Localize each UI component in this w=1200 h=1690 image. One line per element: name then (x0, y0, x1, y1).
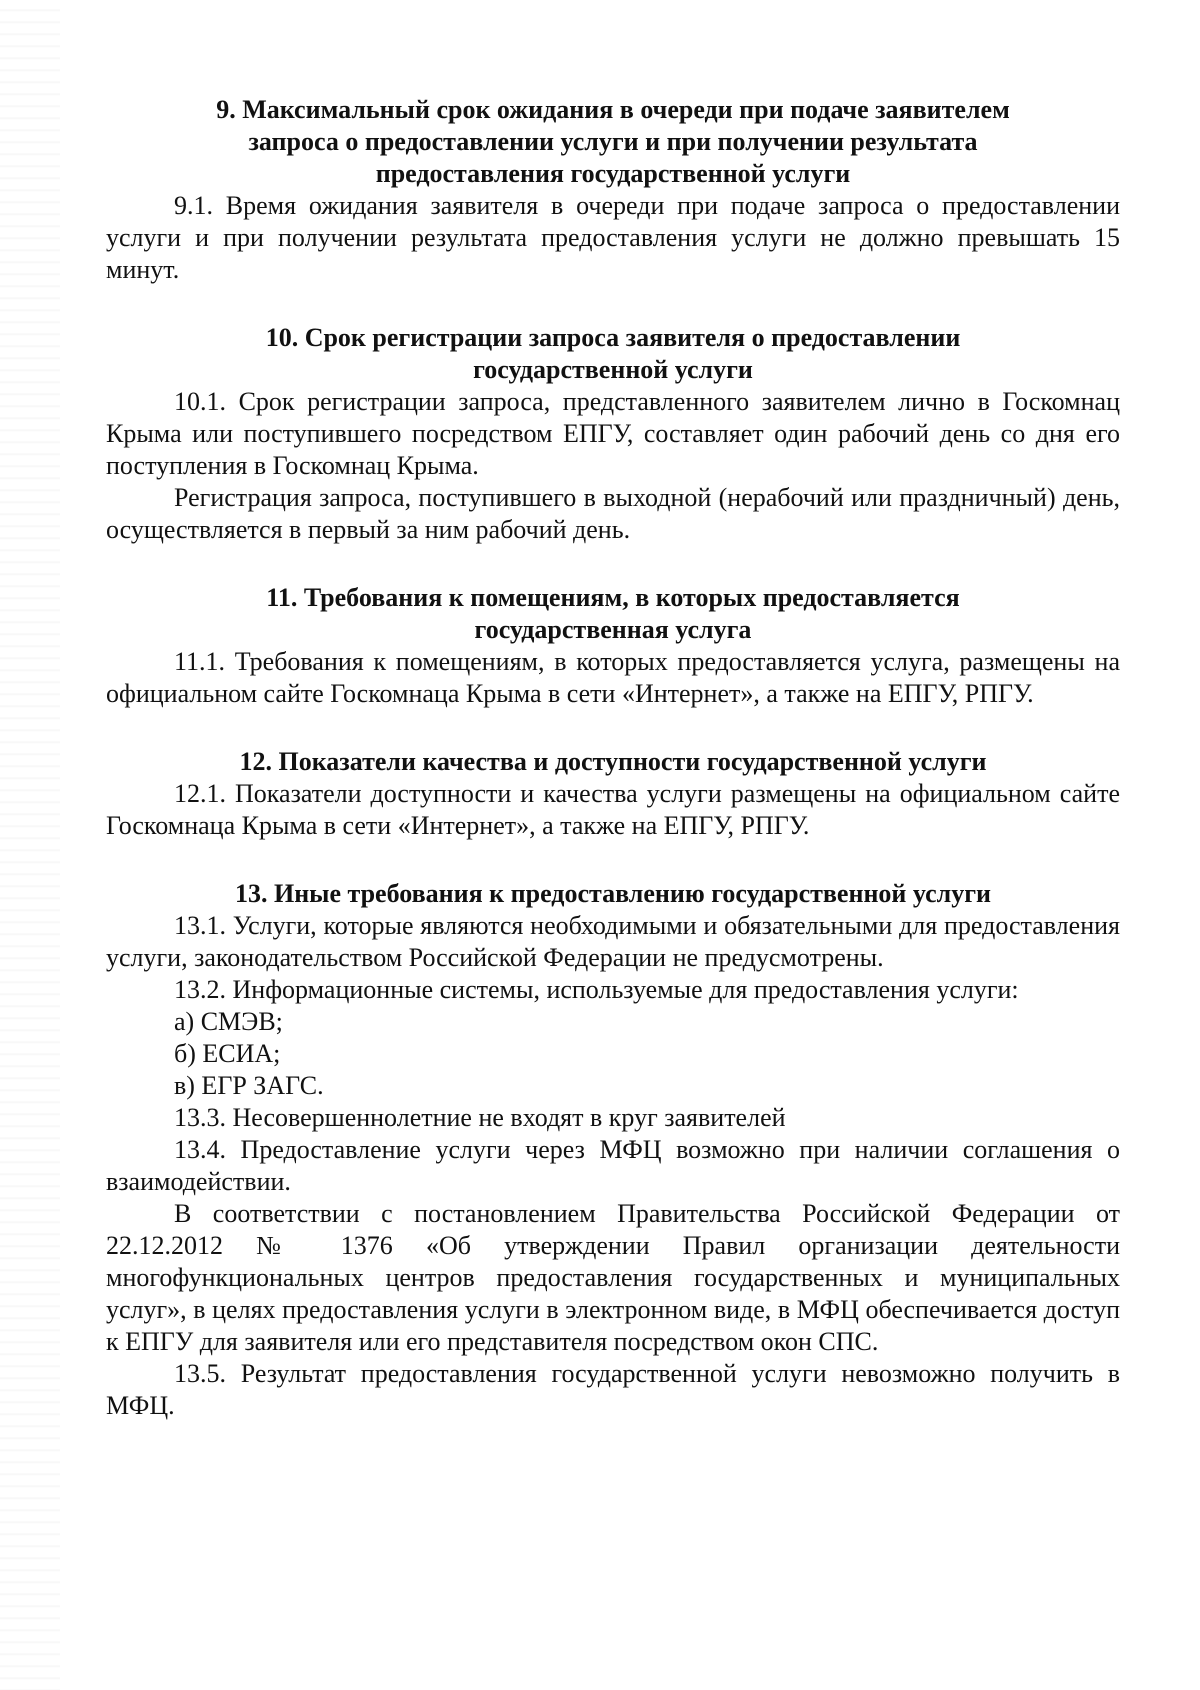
section-10 (106, 322, 1120, 546)
section-9-heading (106, 94, 1120, 190)
section-13-heading-line-1: 13. Иные требования к предоставлению государственной услуги (234, 879, 992, 908)
section-12 (106, 746, 1120, 842)
section-11 (106, 582, 1120, 710)
paragraph-9-1: 9.1. Время ожидания заявителя в очереди при подаче запроса о предоставлении услуги и при получении результата предоставления услуги не должно превышать 15 минут. (106, 191, 1120, 284)
section-9-heading-line-3: предоставления государственной услуги (375, 159, 851, 188)
paragraph-10-1: 10.1. Срок регистрации запроса, представленного заявителем лично в Госкомнац Крыма или поступившего посредством ЕПГУ, составляет один рабочий день со дня его поступления в Госкомнац Крыма. (106, 387, 1120, 480)
list-item-smev: а) СМЭВ; (174, 1007, 283, 1036)
document-content (106, 94, 1120, 1458)
paragraph-13-4-resolution: В соответствии с постановлением Правительства Российской Федерации от 22.12.2012 № 1376 «Об утверждении Правил организации деятельности многофункциональных центров предоставления государственных и муниципальных услуг», в целях предоставления услуги в электронном виде, в МФЦ обеспечивается доступ к ЕПГУ для заявителя или его представителя посредством окон СПС. (106, 1199, 1120, 1356)
section-11-heading-line-1: 11. Требования к помещениям, в которых предоставляется (266, 583, 960, 612)
paragraph-10-registration: Регистрация запроса, поступившего в выходной (нерабочий или праздничный) день, осуществляется в первый за ним рабочий день. (106, 483, 1120, 544)
paragraph-13-2: 13.2. Информационные системы, используемые для предоставления услуги: (174, 975, 1019, 1004)
section-12-heading-line-1: 12. Показатели качества и доступности государственной услуги (239, 747, 987, 776)
list-item-egr-zags: в) ЕГР ЗАГС. (174, 1071, 324, 1100)
section-9 (106, 94, 1120, 286)
paragraph-13-4: 13.4. Предоставление услуги через МФЦ возможно при наличии соглашения о взаимодействии. (106, 1135, 1120, 1196)
section-9-heading-line-2: запроса о предоставлении услуги и при получении результата (248, 127, 978, 156)
section-13 (106, 878, 1120, 1422)
paragraph-13-5: 13.5. Результат предоставления государственной услуги невозможно получить в МФЦ. (106, 1359, 1120, 1420)
paragraph-13-3: 13.3. Несовершеннолетние не входят в круг заявителей (174, 1103, 786, 1132)
section-11-heading-line-2: государственная услуга (474, 615, 752, 644)
section-12-heading (106, 746, 1120, 778)
paragraph-11-1: 11.1. Требования к помещениям, в которых предоставляется услуга, размещены на официальном сайте Госкомнаца Крыма в сети «Интернет», а также на ЕПГУ, РПГУ. (106, 647, 1120, 708)
section-11-heading (106, 582, 1120, 646)
list-item-esia: б) ЕСИА; (174, 1039, 281, 1068)
section-10-heading-line-1: 10. Срок регистрации запроса заявителя о предоставлении (265, 323, 961, 352)
section-13-heading (106, 878, 1120, 910)
section-9-heading-line-1: 9. Максимальный срок ожидания в очереди при подаче заявителем (216, 95, 1010, 124)
section-10-heading (106, 322, 1120, 386)
paragraph-13-1: 13.1. Услуги, которые являются необходимыми и обязательными для предоставления услуги, законодательством Российской Федерации не предусмотрены. (106, 911, 1120, 972)
section-10-heading-line-2: государственной услуги (473, 355, 753, 384)
paragraph-12-1: 12.1. Показатели доступности и качества услуги размещены на официальном сайте Госкомнаца Крыма в сети «Интернет», а также на ЕПГУ, РПГУ. (106, 779, 1120, 840)
scan-edge-artifact (0, 0, 60, 1690)
